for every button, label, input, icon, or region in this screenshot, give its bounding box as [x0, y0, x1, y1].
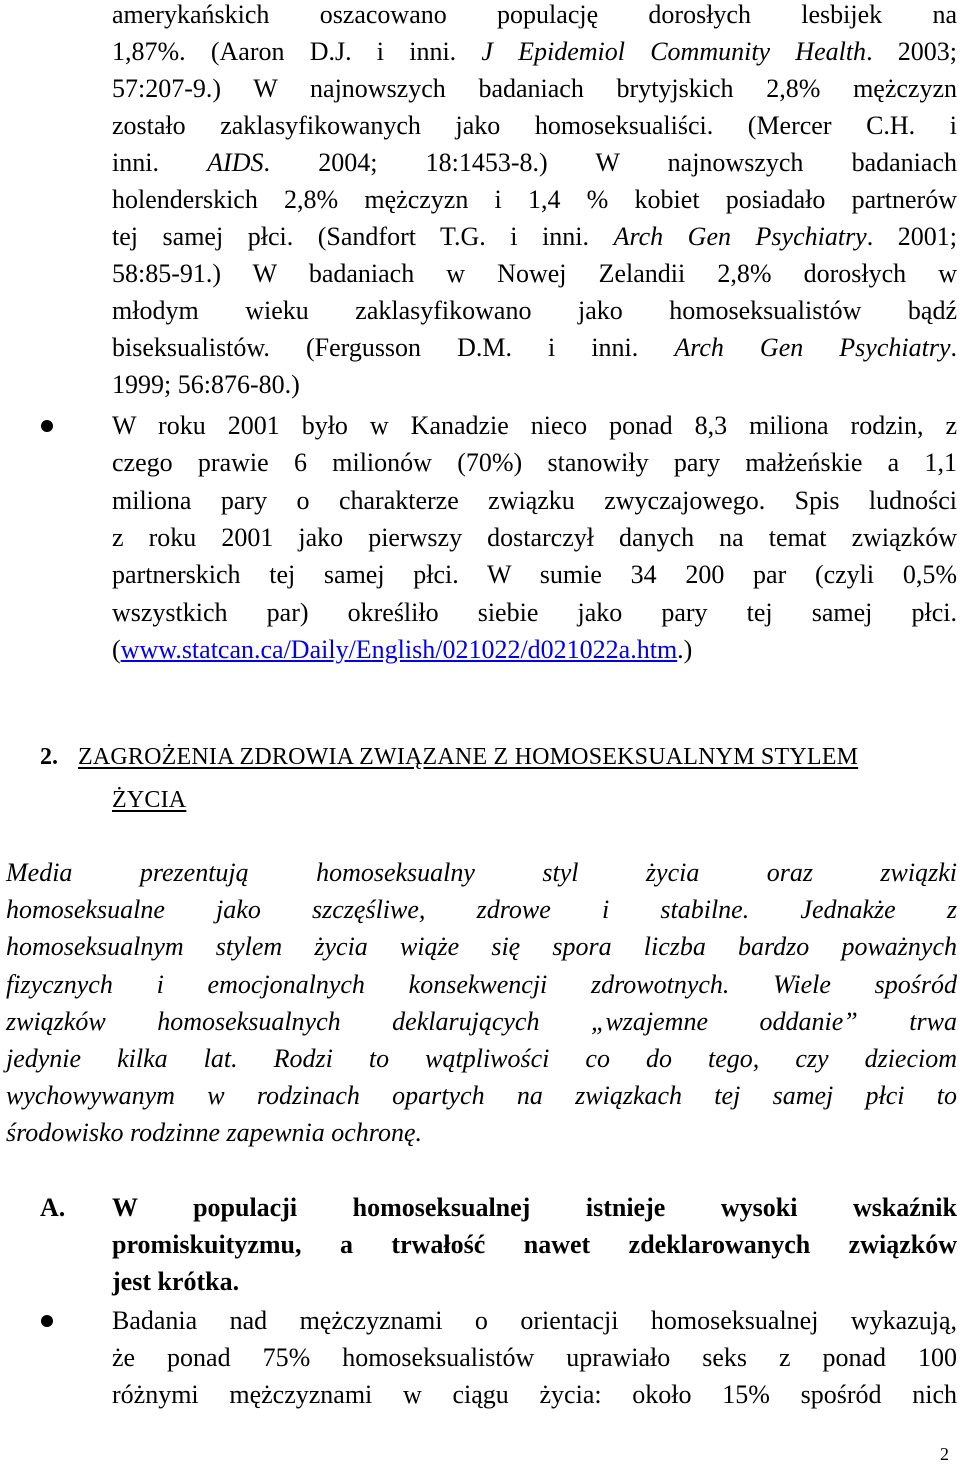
intro-line: homoseksualnym stylem życia wiąże się spora liczba bardzo poważnych — [6, 932, 957, 962]
text-line: biseksualistów. (Fergusson D.M. i inni. Arch Gen Psychiatry. — [112, 333, 957, 362]
citation-journal: Arch Gen Psychiatry — [674, 333, 951, 362]
statcan-link[interactable]: www.statcan.ca/Daily/English/021022/d021022a.htm — [120, 634, 678, 664]
section-a-marker: A. — [40, 1193, 66, 1222]
section-title-line-1: ZAGROŻENIA ZDROWIA ZWIĄZANE Z HOMOSEKSUALNYM STYLEM — [78, 744, 859, 770]
text-line: z roku 2001 jako pierwszy dostarczył danych na temat związków — [112, 522, 957, 552]
text-line: różnymi mężczyznami w ciągu życia: około 15% spośród nich — [112, 1380, 957, 1409]
text-line: miliona pary o charakterze związku zwyczajowego. Spis ludności — [112, 485, 957, 515]
intro-line: Media prezentują homoseksualny styl życia oraz związki — [6, 858, 957, 887]
text-line: 1,87%. (Aaron D.J. i inni. J Epidemiol Community Health. 2003; — [112, 37, 957, 66]
text-line: holenderskich 2,8% mężczyzn i 1,4 % kobiet posiadało partnerów — [112, 185, 957, 214]
intro-line: homoseksualne jako szczęśliwe, zdrowe i stabilne. Jednakże z — [6, 895, 957, 925]
citation-journal: Arch Gen Psychiatry — [613, 222, 867, 251]
text-line: (www.statcan.ca/Daily/English/021022/d021022a.htm.) — [112, 634, 693, 664]
bullet-dot — [41, 420, 53, 432]
text-line: amerykańskich oszacowano populację dorosłych lesbijek na — [112, 0, 957, 29]
text-line: 58:85-91.) W badaniach w Nowej Zelandii 2,8% dorosłych w — [112, 259, 957, 288]
citation-journal: AIDS — [207, 148, 264, 177]
text-line: W roku 2001 było w Kanadzie nieco ponad 8,3 miliona rodzin, z — [112, 411, 957, 440]
text-line: że ponad 75% homoseksualistów uprawiało seks z ponad 100 — [112, 1343, 957, 1372]
intro-line: jedynie kilka lat. Rodzi to wątpliwości co do tego, czy dzieciom — [6, 1044, 957, 1073]
text-line: 57:207-9.) W najnowszych badaniach brytyjskich 2,8% mężczyzn — [112, 74, 957, 103]
text-line: 1999; 56:876-80.) — [112, 370, 300, 399]
bullet-dot — [41, 1315, 53, 1327]
text-line: czego prawie 6 milionów (70%) stanowiły pary małżeńskie a 1,1 — [112, 448, 957, 478]
text-line: zostało zaklasyfikowanych jako homoseksualiści. (Mercer C.H. i — [112, 111, 957, 140]
intro-line: związków homoseksualnych deklarujących „wzajemne oddanie” trwa — [6, 1006, 957, 1036]
text-line: inni. AIDS. 2004; 18:1453-8.) W najnowszych badaniach — [112, 148, 957, 177]
text-line: wszystkich par) określiło siebie jako pary tej samej płci. — [112, 597, 957, 627]
heading-line: jest krótka. — [112, 1267, 240, 1296]
text-line: tej samej płci. (Sandfort T.G. i inni. Arch Gen Psychiatry. 2001; — [112, 222, 958, 251]
intro-line: wychowywanym w rodzinach opartych na związkach tej samej płci to — [6, 1081, 957, 1111]
heading-line: W populacji homoseksualnej istnieje wysoki wskaźnik — [112, 1193, 957, 1222]
text-line: partnerskich tej samej płci. W sumie 34 200 par (czyli 0,5% — [112, 560, 957, 590]
text-line: Badania nad mężczyznami o orientacji homoseksualnej wykazują, — [112, 1306, 957, 1335]
heading-line: promiskuityzmu, a trwałość nawet zdeklarowanych związków — [112, 1230, 957, 1259]
page-number: 2 — [940, 1444, 949, 1464]
section-title-line-2: ŻYCIA — [112, 787, 187, 813]
text-line: młodym wieku zaklasyfikowano jako homoseksualistów bądź — [112, 296, 957, 325]
citation-journal: J Epidemiol Community Health — [481, 37, 867, 66]
intro-line: środowisko rodzinne zapewnia ochronę. — [6, 1118, 422, 1148]
section-number: 2. — [40, 744, 58, 770]
intro-line: fizycznych i emocjonalnych konsekwencji zdrowotnych. Wiele spośród — [6, 969, 957, 999]
section-2-heading — [40, 744, 960, 824]
